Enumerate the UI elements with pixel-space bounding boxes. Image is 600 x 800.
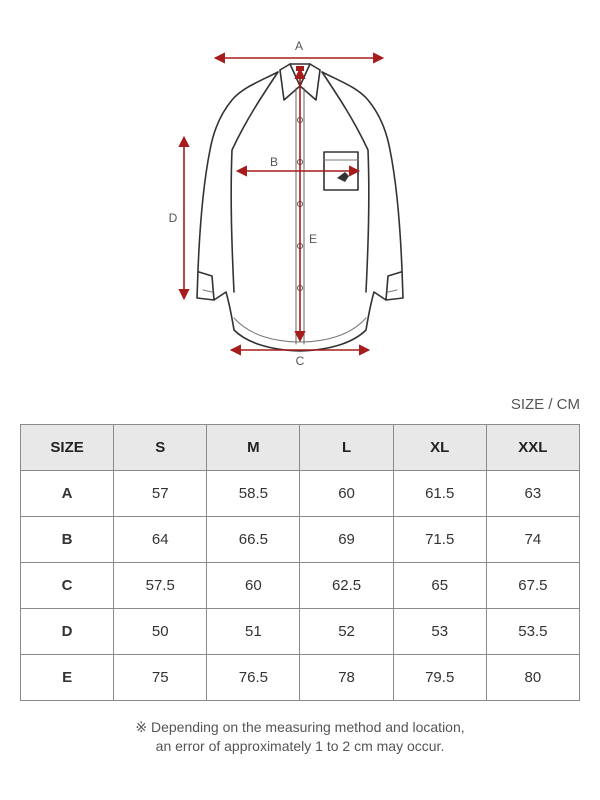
header-cell: XXL bbox=[486, 425, 579, 471]
table-cell: 74 bbox=[486, 517, 579, 563]
table-cell: 78 bbox=[300, 655, 393, 701]
row-label: E bbox=[21, 655, 114, 701]
size-chart-table bbox=[20, 424, 580, 701]
table-cell: 60 bbox=[300, 471, 393, 517]
table-cell: 69 bbox=[300, 517, 393, 563]
table-cell: 63 bbox=[486, 471, 579, 517]
row-label: C bbox=[21, 563, 114, 609]
row-label: A bbox=[21, 471, 114, 517]
table-cell: 62.5 bbox=[300, 563, 393, 609]
row-label: B bbox=[21, 517, 114, 563]
table-cell: 66.5 bbox=[207, 517, 300, 563]
table-header-row bbox=[21, 425, 580, 471]
header-cell: M bbox=[207, 425, 300, 471]
table-row bbox=[21, 517, 580, 563]
label-a: A bbox=[294, 39, 304, 53]
table-cell: 57 bbox=[114, 471, 207, 517]
table-cell: 71.5 bbox=[393, 517, 486, 563]
header-cell: L bbox=[300, 425, 393, 471]
table-cell: 75 bbox=[114, 655, 207, 701]
table-cell: 80 bbox=[486, 655, 579, 701]
measurement-note-line1: ※ Depending on the measuring method and location, bbox=[135, 719, 465, 735]
table-row bbox=[21, 563, 580, 609]
header-cell: XL bbox=[393, 425, 486, 471]
table-cell: 57.5 bbox=[114, 563, 207, 609]
label-d: D bbox=[168, 211, 178, 225]
header-cell: S bbox=[114, 425, 207, 471]
label-e: E bbox=[308, 232, 318, 246]
table-row bbox=[21, 609, 580, 655]
table-cell: 52 bbox=[300, 609, 393, 655]
table-cell: 51 bbox=[207, 609, 300, 655]
table-cell: 50 bbox=[114, 609, 207, 655]
label-c: C bbox=[295, 354, 305, 368]
table-cell: 60 bbox=[207, 563, 300, 609]
table-cell: 79.5 bbox=[393, 655, 486, 701]
table-cell: 65 bbox=[393, 563, 486, 609]
table-cell: 64 bbox=[114, 517, 207, 563]
table-cell: 67.5 bbox=[486, 563, 579, 609]
header-cell: SIZE bbox=[21, 425, 114, 471]
measurement-note-line2: an error of approximately 1 to 2 cm may occur. bbox=[155, 738, 445, 754]
row-label: D bbox=[21, 609, 114, 655]
table-cell: 58.5 bbox=[207, 471, 300, 517]
table-row bbox=[21, 655, 580, 701]
table-cell: 76.5 bbox=[207, 655, 300, 701]
table-cell: 53 bbox=[393, 609, 486, 655]
table-row bbox=[21, 471, 580, 517]
table-cell: 53.5 bbox=[486, 609, 579, 655]
shirt-diagram-icon bbox=[0, 0, 600, 380]
unit-label: SIZE / CM bbox=[510, 396, 580, 413]
table-cell: 61.5 bbox=[393, 471, 486, 517]
label-b: B bbox=[269, 155, 279, 169]
